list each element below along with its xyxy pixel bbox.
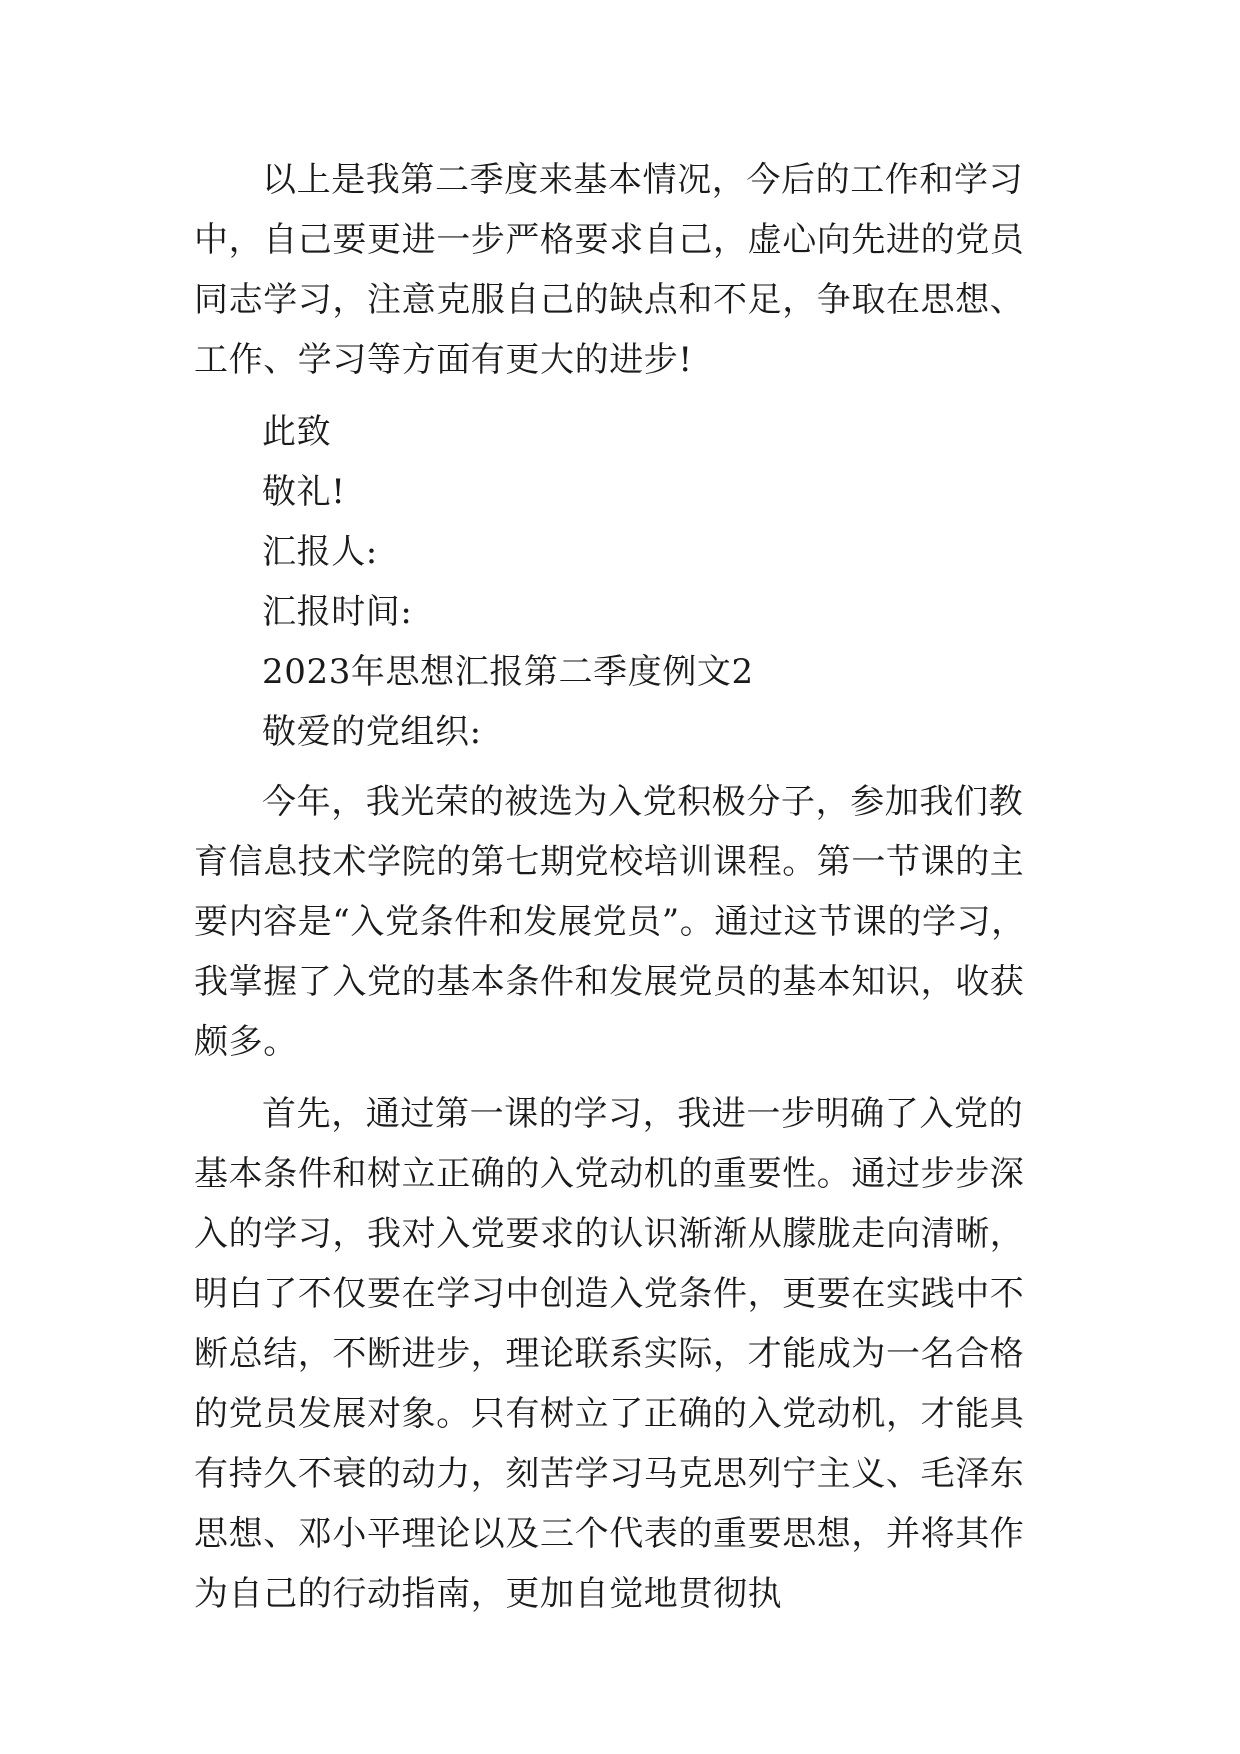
intro-paragraph: 今年，我光荣的被选为入党积极分子，参加我们教育信息技术学院的第七期党校培训课程。第一节课的主要内容是“入党条件和发展党员”。通过这节课的学习，我掌握了入党的基本条件和发展党员的基本知识，收获颇多。 bbox=[194, 782, 1026, 1062]
salutation-jingli: 敬礼! bbox=[262, 472, 346, 512]
report-time-label: 汇报时间: bbox=[262, 592, 413, 632]
first-paragraph: 首先，通过第一课的学习，我进一步明确了入党的基本条件和树立正确的入党动机的重要性。通过步步深入的学习，我对入党要求的认识渐渐从朦胧走向清晰，明白了不仅要在学习中创造入党条件，更要在实践中不断总结，不断进步，理论联系实际，才能成为一名合格的党员发展对象。只有树立了正确的入党动机，才能具有持久不衰的动力，刻苦学习马克思列宁主义、毛泽东思想、邓小平理论以及三个代表的重要思想，并将其作为自己的行动指南，更加自觉地贯彻执 bbox=[194, 1094, 1025, 1614]
closing-paragraph: 以上是我第二季度来基本情况，今后的工作和学习中，自己要更进一步严格要求自己，虚心向先进的党员同志学习，注意克服自己的缺点和不足，争取在思想、工作、学习等方面有更大的进步! bbox=[194, 160, 1025, 380]
reporter-label: 汇报人: bbox=[262, 532, 378, 572]
document-page bbox=[194, 150, 1054, 1624]
salutation-cizhi: 此致 bbox=[262, 412, 332, 452]
example-title: 2023年思想汇报第二季度例文2 bbox=[262, 652, 754, 692]
greeting: 敬爱的党组织: bbox=[262, 712, 482, 752]
